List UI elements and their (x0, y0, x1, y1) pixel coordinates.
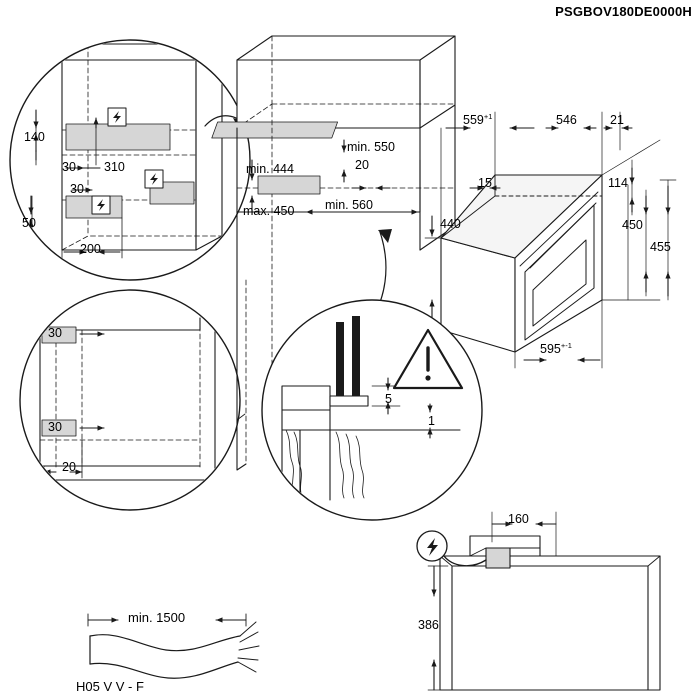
dim-min-550: min. 550 (347, 140, 395, 154)
dim-30-top: 30 (48, 326, 62, 340)
dim-310: 310 (104, 160, 125, 174)
dim-140: 140 (24, 130, 45, 144)
dim-595: $595^{+-1}$ (540, 340, 572, 356)
dim-21: 21 (610, 113, 624, 127)
dim-min-1500: min. 1500 (128, 610, 186, 625)
dim-30-b: 30 (70, 182, 84, 196)
rear-view (417, 512, 660, 690)
dim-386: 386 (418, 618, 439, 632)
cable-type: H05 V V - F (76, 679, 144, 694)
dim-450: 450 (622, 218, 643, 232)
dim-20-gap: 20 (355, 158, 369, 172)
dim-455: 455 (650, 240, 671, 254)
dim-50: 50 (22, 216, 36, 230)
document-code: PSGBOV180DE0000H (555, 4, 692, 19)
dim-max-450: max. 450 (243, 204, 295, 218)
dim-546: 546 (556, 113, 577, 127)
dim-440: 440 (440, 217, 461, 231)
detail-circle-mid-left (20, 290, 240, 510)
dim-30-bottom: 30 (48, 420, 62, 434)
dim-114: 114 (608, 176, 628, 190)
dim-min-444: min. 444 (246, 162, 294, 176)
dim-200: 200 (80, 242, 101, 256)
dim-30-a: 30 (62, 160, 76, 174)
dim-15: 15 (478, 176, 492, 190)
detail-circle-worktop (262, 300, 482, 520)
appliance-oven (425, 112, 676, 368)
detail-circle-top-left (10, 40, 250, 280)
dim-1: 1 (428, 414, 435, 428)
dim-5: 5 (385, 392, 392, 406)
dim-min-560: min. 560 (325, 198, 373, 212)
dim-160: 160 (508, 512, 529, 526)
dim-559: $559^{+1}$ (463, 111, 493, 127)
dim-20-shelf: 20 (62, 460, 76, 474)
